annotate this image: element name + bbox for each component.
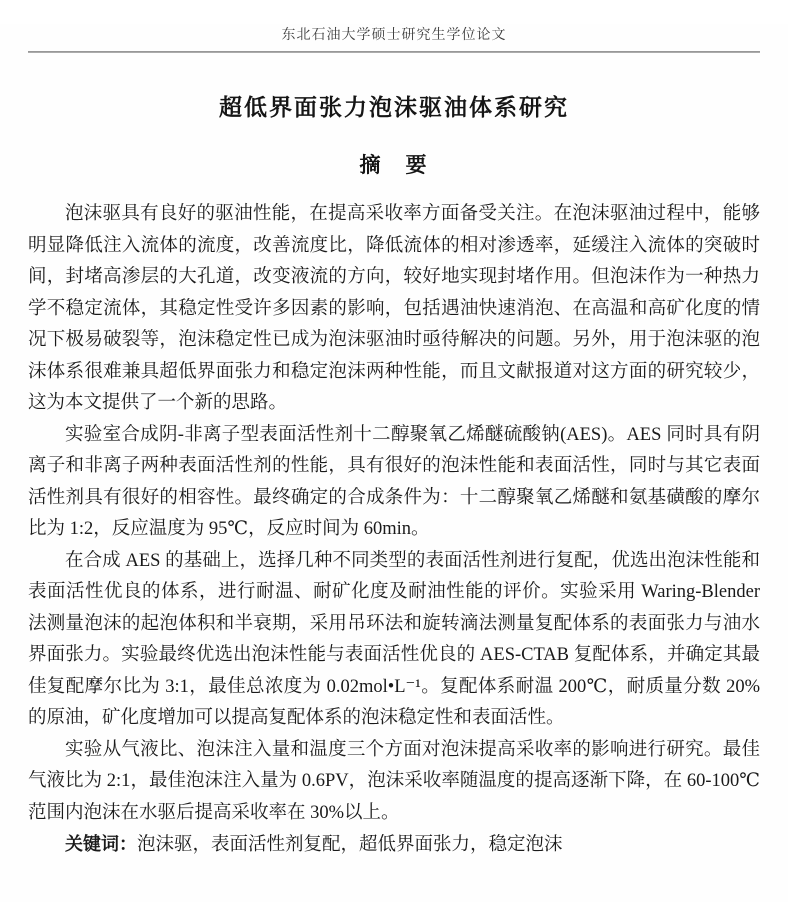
abstract-paragraph-4: 实验从气液比、泡沫注入量和温度三个方面对泡沫提高采收率的影响进行研究。最佳气液比为 2:1，最佳泡沫注入量为 0.6PV，泡沫采收率随温度的提高逐渐下降，在 60-100℃范围内泡沫在水驱后提高采收率在 30%以上。 bbox=[28, 739, 760, 823]
abstract-paragraph-3: 在合成 AES 的基础上，选择几种不同类型的表面活性剂进行复配，优选出泡沫性能和表面活性优良的体系，进行耐温、耐矿化度及耐油性能的评价。实验采用 Waring-Blender 法测量泡沫的起泡体积和半衰期，采用吊环法和旋转滴法测量复配体系的表面张力与油水界面张力。实验最终优选出泡沫性能与表面活性优良的 AES-CTAB 复配体系，并确定其最佳复配摩尔比为 3:1，最佳总浓度为 0.02mol•L⁻¹。复配体系耐温 200℃，耐质量分数 20%的原油，矿化度增加可以提高复配体系的泡沫稳定性和表面活性。 bbox=[28, 550, 760, 728]
keywords-label: 关键词： bbox=[65, 834, 137, 854]
keywords-text: 泡沫驱，表面活性剂复配，超低界面张力，稳定泡沫 bbox=[137, 835, 563, 855]
keywords-line bbox=[28, 829, 760, 862]
abstract-paragraph-1: 泡沫驱具有良好的驱油性能，在提高采收率方面备受关注。在泡沫驱油过程中，能够明显降低注入流体的流度，改善流度比，降低流体的相对渗透率，延缓注入流体的突破时间，封堵高渗层的大孔道，改变液流的方向，较好地实现封堵作用。但泡沫作为一种热力学不稳定流体，其稳定性受许多因素的影响，包括遇油快速消泡、在高温和高矿化度的情况下极易破裂等，泡沫稳定性已成为泡沫驱油时亟待解决的问题。另外，用于泡沫驱的泡沫体系很难兼具超低界面张力和稳定泡沫两种性能，而且文献报道对这方面的研究较少，这为本文提供了一个新的思路。 bbox=[28, 204, 760, 413]
header-rule bbox=[28, 51, 760, 53]
abstract-heading: 摘 要 bbox=[359, 154, 429, 177]
abstract-paragraph-2: 实验室合成阴-非离子型表面活性剂十二醇聚氧乙烯醚硫酸钠(AES)。AES 同时具有阴离子和非离子两种表面活性剂的性能，具有很好的泡沫性能和表面活性，同时与其它表面活性剂具有很好的相容性。最终确定的合成条件为：十二醇聚氧乙烯醚和氨基磺酸的摩尔比为 1:2，反应温度为 95℃，反应时间为 60min。 bbox=[28, 424, 760, 539]
abstract-body bbox=[28, 199, 760, 862]
thesis-abstract-page bbox=[0, 24, 788, 902]
thesis-title: 超低界面张力泡沫驱油体系研究 bbox=[219, 94, 569, 120]
running-head: 东北石油大学硕士研究生学位论文 bbox=[281, 28, 507, 43]
